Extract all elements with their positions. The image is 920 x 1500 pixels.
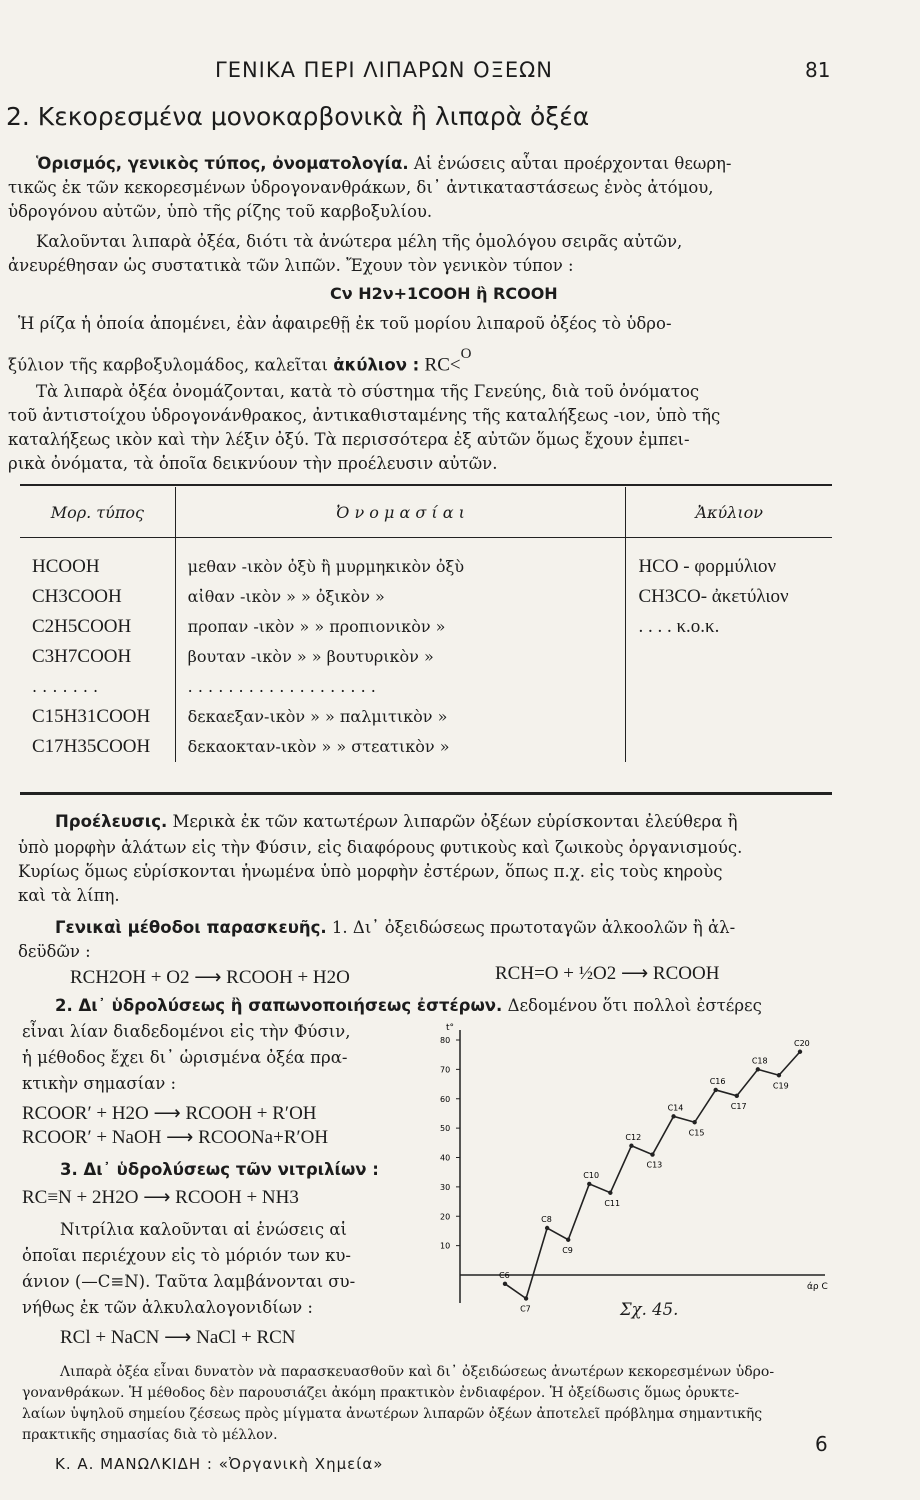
point-label: C15 bbox=[688, 1128, 705, 1138]
point-label: C16 bbox=[709, 1076, 726, 1086]
row-name: μεθαν -ικὸν ὀξὺ ἢ μυρμηκικὸν ὀξὺ bbox=[175, 552, 626, 582]
row-name: βουταν -ικὸν » » βουτυρικὸν » bbox=[175, 642, 626, 672]
acyl-oxygen: O bbox=[460, 346, 472, 362]
data-point bbox=[587, 1182, 591, 1186]
definition-text-1: Αἱ ἑνώσεις αὗται προέρχονται θεωρη- bbox=[413, 154, 732, 173]
para3-line-2 bbox=[8, 348, 471, 378]
row-acyl bbox=[626, 672, 832, 702]
data-point bbox=[503, 1282, 507, 1286]
method-2-heading: 2. Δι᾽ ὑδρολύσεως ἢ σαπωνοποιήσεως ἐστέρων. bbox=[55, 996, 503, 1015]
data-point bbox=[545, 1226, 549, 1230]
point-label: C8 bbox=[541, 1215, 552, 1224]
definition-line-3: ὑδρογόνου αὐτῶν, ὑπὸ τῆς ρίζης τοῦ καρβοξυλίου. bbox=[8, 202, 433, 221]
note-line-2: γονανθράκων. Ἡ μέθοδος δὲν παρουσιάζει ἀκόμη πρακτικὸν ἐνδιαφέρον. Ἡ ὀξείδωσις ὅμως ὀρυκτε- bbox=[22, 1385, 740, 1401]
table-row bbox=[20, 582, 832, 612]
row-formula: C17H35COOH bbox=[20, 732, 175, 762]
origin-line-2: ὑπὸ μορφὴν ἁλάτων εἰς τὴν Φύσιν, εἰς διαφόρους φυτικοὺς καὶ ζωικοὺς ὀργανισμούς. bbox=[18, 838, 743, 857]
method-1-cont: δεϋδῶν : bbox=[18, 942, 91, 961]
acyl-formula: RC bbox=[424, 354, 450, 376]
acyl-label: ἀκύλιον : bbox=[333, 355, 420, 375]
point-label: C11 bbox=[604, 1198, 621, 1208]
row-name: δεκαοκταν-ικὸν » » στεατικὸν » bbox=[175, 732, 626, 762]
equation-3: RC≡N + 2H2O ⟶ RCOOH + NH3 bbox=[22, 1187, 299, 1208]
data-point bbox=[608, 1191, 612, 1195]
row-acyl bbox=[626, 642, 832, 672]
para3-line-1: Ἡ ρίζα ἡ ὁποία ἀπομένει, ἐὰν ἀφαιρεθῇ ἐκ τοῦ μορίου λιπαροῦ ὀξέος τὸ ὑδρο- bbox=[18, 314, 672, 333]
row-formula: CH3COOH bbox=[20, 582, 175, 612]
para4-line-4: ρικὰ ὀνόματα, τὰ ὁποῖα δεικνύουν τὴν προέλευσιν αὐτῶν. bbox=[8, 454, 498, 473]
point-label: C20 bbox=[794, 1038, 810, 1048]
acyl-bond: < bbox=[449, 354, 461, 376]
point-label: C17 bbox=[730, 1101, 747, 1111]
method-2-text-3: κτικὴν σημασίαν : bbox=[22, 1074, 177, 1093]
y-tick-label: 40 bbox=[440, 1153, 451, 1163]
data-point bbox=[671, 1114, 675, 1118]
table-row bbox=[20, 732, 832, 762]
point-label: C14 bbox=[667, 1103, 684, 1113]
melting-point-line bbox=[505, 1052, 800, 1299]
section-title: 2. Κεκορεσμένα μονοκαρβονικὰ ἢ λιπαρὰ ὀξέα bbox=[6, 102, 590, 131]
y-tick-label: 60 bbox=[440, 1094, 451, 1104]
running-header: ΓΕΝΙΚΑ ΠΕΡΙ ΛΙΠΑΡΩΝ ΟΞΕΩΝ bbox=[215, 58, 553, 82]
row-formula: . . . . . . . bbox=[20, 672, 175, 702]
note-line-1: Λιπαρὰ ὀξέα εἶναι δυνατὸν νὰ παρασκευασθοῦν καὶ δι᾽ ὀξειδώσεως ἀνωτέρων κεκορεσμένων ὑδρο- bbox=[60, 1364, 775, 1380]
method-1: 1. Δι᾽ ὀξειδώσεως πρωτοταγῶν ἀλκοολῶν ἢ ἀλ- bbox=[331, 918, 736, 937]
data-point bbox=[798, 1050, 802, 1054]
point-label: C10 bbox=[583, 1170, 600, 1180]
data-point bbox=[629, 1144, 633, 1148]
point-label: C9 bbox=[562, 1245, 573, 1255]
y-axis-label: t° bbox=[446, 1023, 455, 1033]
method-3-title: 3. Δι᾽ ὑδρολύσεως τῶν νιτριλίων : bbox=[60, 1160, 379, 1179]
y-tick-label: 70 bbox=[440, 1065, 451, 1075]
data-point bbox=[777, 1073, 781, 1077]
equation-4: RCl + NaCN ⟶ NaCl + RCN bbox=[60, 1327, 296, 1348]
origin-line-1 bbox=[55, 810, 738, 834]
para2-line-2: ἀνευρέθησαν ὡς συστατικὰ τῶν λιπῶν. Ἔχουν τὸν γενικὸν τύπον : bbox=[8, 256, 574, 275]
equation-2a: RCOOR′ + H2O ⟶ RCOOH + R′OH bbox=[22, 1103, 317, 1124]
equation-2b: RCOOR′ + NaOH ⟶ RCOONa+R′OH bbox=[22, 1127, 329, 1148]
data-point bbox=[756, 1067, 760, 1071]
y-tick-label: 20 bbox=[440, 1212, 451, 1222]
definition-line-1 bbox=[36, 152, 732, 176]
row-acyl bbox=[626, 732, 832, 762]
row-formula: C2H5COOH bbox=[20, 612, 175, 642]
general-formula: Cν H2ν+1COOH ἢ RCOOH bbox=[330, 284, 558, 303]
y-tick-label: 10 bbox=[440, 1241, 451, 1251]
data-point bbox=[566, 1238, 570, 1242]
spacer-row bbox=[20, 538, 832, 552]
equation-1a: RCH2OH + O2 ⟶ RCOOH + H2O bbox=[70, 967, 350, 988]
definition-heading: Ὁρισμός, γενικὸς τύπος, ὀνοματολογία. bbox=[36, 154, 409, 173]
para4-line-2: τοῦ ἀντιστοίχου ὑδρογονάνθρακος, ἀντικαθισταμένης τῆς καταλήξεως -ιον, ὑπὸ τῆς bbox=[8, 406, 721, 425]
method-3-text-2: ὁποῖαι περιέχουν εἰς τὸ μόριόν των κυ- bbox=[22, 1246, 352, 1265]
note-line-4: πρακτικῆς σημασίας διὰ τὸ μέλλον. bbox=[22, 1427, 278, 1443]
row-name: . . . . . . . . . . . . . . . . . . . bbox=[175, 672, 626, 702]
table-row bbox=[20, 552, 832, 582]
data-point bbox=[650, 1152, 654, 1156]
methods-heading: Γενικαὶ μέθοδοι παρασκευῆς. bbox=[55, 918, 327, 937]
header-formula: Μορ. τύπος bbox=[20, 487, 175, 538]
row-acyl: HCO - φορμύλιον bbox=[638, 555, 777, 577]
point-label: C19 bbox=[772, 1081, 789, 1091]
data-point bbox=[735, 1094, 739, 1098]
y-tick-label: 80 bbox=[440, 1036, 451, 1045]
method-2-text-2: ἡ μέθοδος ἔχει δι᾽ ὡρισμένα ὀξέα πρα- bbox=[22, 1048, 348, 1067]
point-label: C12 bbox=[625, 1132, 642, 1142]
para2-line-1: Καλοῦνται λιπαρὰ ὀξέα, διότι τὰ ἀνώτερα μέλη τῆς ὁμολόγου σειρᾶς αὐτῶν, bbox=[36, 232, 683, 251]
point-label: C13 bbox=[646, 1160, 663, 1170]
point-label: C7 bbox=[520, 1304, 531, 1314]
data-point bbox=[692, 1120, 696, 1124]
row-acyl: . . . . κ.ο.κ. bbox=[638, 615, 720, 637]
method-3-text-1: Νιτρίλια καλοῦνται αἱ ἑνώσεις αἱ bbox=[60, 1220, 347, 1239]
table-header-row bbox=[20, 487, 832, 538]
method-3-heading bbox=[60, 1158, 379, 1182]
fatty-acid-table bbox=[20, 487, 832, 762]
methods-line-1 bbox=[55, 916, 735, 940]
melting-point-chart bbox=[430, 1020, 840, 1320]
y-tick-label: 50 bbox=[440, 1124, 451, 1134]
row-name: δεκαεξαν-ικὸν » » παλμιτικὸν » bbox=[175, 702, 626, 732]
row-formula: HCOOH bbox=[20, 552, 175, 582]
definition-line-2: τικῶς ἐκ τῶν κεκορεσμένων ὑδρογονανθράκων, δι᾽ ἀντικαταστάσεως ἑνὸς ἀτόμου, bbox=[8, 178, 714, 197]
y-tick-label: 30 bbox=[440, 1182, 451, 1192]
page-number: 81 bbox=[805, 58, 831, 82]
table-row bbox=[20, 612, 832, 642]
equation-1b: RCH=O + ½O2 ⟶ RCOOH bbox=[495, 963, 720, 984]
para4-line-1: Τὰ λιπαρὰ ὀξέα ὀνομάζονται, κατὰ τὸ σύστημα τῆς Γενεύης, διὰ τοῦ ὀνόματος bbox=[36, 382, 700, 401]
method-2-line bbox=[55, 994, 762, 1018]
method-2-text-1: εἶναι λίαν διαδεδομένοι εἰς τὴν Φύσιν, bbox=[22, 1022, 351, 1041]
table-row bbox=[20, 702, 832, 732]
footer-author: Κ. Α. ΜΑΝΩΛΚΙΔΗ : «Ὀργανικὴ Χημεία» bbox=[55, 1455, 384, 1473]
table-row bbox=[20, 642, 832, 672]
sheet-number: 6 bbox=[815, 1432, 828, 1456]
header-names: Ὀ ν ο μ α σ ί α ι bbox=[175, 487, 626, 538]
data-point bbox=[524, 1296, 528, 1300]
x-axis-label: άρ C bbox=[807, 1282, 828, 1292]
data-point bbox=[714, 1088, 718, 1092]
row-acyl bbox=[626, 702, 832, 732]
origin-text-1: Μερικὰ ἐκ τῶν κατωτέρων λιπαρῶν ὀξέων εὑρίσκονται ἐλεύθερα ἢ bbox=[172, 812, 738, 831]
para4-line-3: καταλήξεως ικὸν καὶ τὴν λέξιν ὀξύ. Τὰ περισσότερα ἐξ αὐτῶν ὅμως ἔχουν ἐμπει- bbox=[8, 430, 690, 449]
origin-line-3: Κυρίως ὅμως εὑρίσκονται ἡνωμένα ὑπὸ μορφὴν ἐστέρων, ὅπως π.χ. εἰς τοὺς κηροὺς bbox=[18, 862, 723, 881]
figure-caption: Σχ. 45. bbox=[620, 1300, 679, 1319]
row-formula: C15H31COOH bbox=[20, 702, 175, 732]
method-3-text-4: νήθως ἐκ τῶν ἀλκυλαλογονιδίων : bbox=[22, 1298, 313, 1317]
note-line-3: λαίων ὑψηλοῦ σημείου ζέσεως πρὸς μίγματα ἀνωτέρων λιπαρῶν ὀξέων ἀποτελεῖ πρόβλημα σημαντικῆς bbox=[22, 1406, 763, 1422]
origin-heading: Προέλευσις. bbox=[55, 812, 168, 831]
row-acyl: CH3CO- ἀκετύλιον bbox=[638, 585, 789, 607]
origin-line-4: καὶ τὰ λίπη. bbox=[18, 886, 120, 905]
point-label: C18 bbox=[751, 1056, 768, 1066]
point-label: C6 bbox=[499, 1270, 510, 1280]
para3-text: ξύλιον τῆς καρβοξυλομάδος, καλεῖται bbox=[8, 355, 329, 375]
method-2-cont: Δεδομένου ὅτι πολλοὶ ἐστέρες bbox=[507, 996, 762, 1015]
row-name: προπαν -ικὸν » » προπιονικὸν » bbox=[175, 612, 626, 642]
row-name: αἰθαν -ικὸν » » ὀξικὸν » bbox=[175, 582, 626, 612]
header-acyl: Ἀκύλιον bbox=[626, 487, 832, 538]
method-3-text-3: άνιον (—C≡N). Ταῦτα λαμβάνονται συ- bbox=[22, 1272, 356, 1291]
table-row bbox=[20, 672, 832, 702]
row-formula: C3H7COOH bbox=[20, 642, 175, 672]
